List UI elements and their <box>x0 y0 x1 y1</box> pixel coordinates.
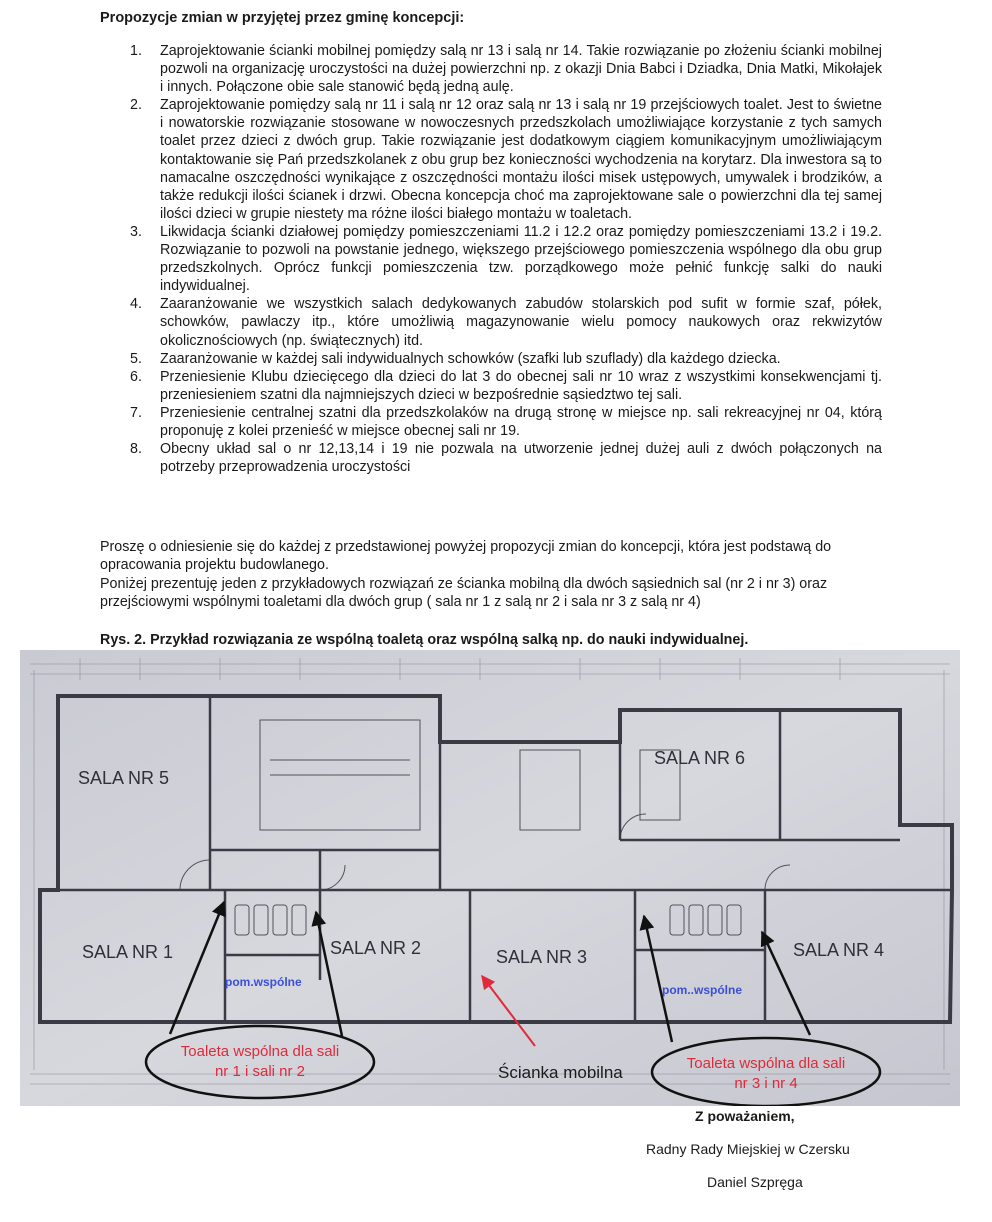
room-label-sala6: SALA NR 6 <box>654 748 746 768</box>
paper-background <box>20 650 960 1106</box>
toilet-note-left-line1: Toaleta wspólna dla sali <box>180 1043 340 1060</box>
item-number: 3. <box>130 223 142 240</box>
room-label-sala3: SALA NR 3 <box>496 947 588 967</box>
proposals-list <box>100 42 882 476</box>
item-number: 7. <box>130 404 142 421</box>
item-text: Zaaranżowanie w każdej sali indywidualnych schowków (szafki lub szuflady) dla każdego dziecka. <box>160 350 781 367</box>
item-text: Przeniesienie Klubu dziecięcego dla dzieci do lat 3 do obecnej sali nr 10 wraz z wszystkimi konsekwencjami tj. przeniesieniem szatni dla najmniejszych dzieci w bezpośrednie sąsiedztwo tej sali. <box>160 368 882 403</box>
shared-room-left-label: pom.wspólne <box>225 975 302 989</box>
room-label-sala2: SALA NR 2 <box>330 938 422 958</box>
item-number: 4. <box>130 296 142 313</box>
signature-name: Daniel Szpręga <box>707 1174 803 1190</box>
example-paragraph: Poniżej prezentuję jeden z przykładowych rozwiązań ze ścianka mobilną dla dwóch sąsiednich sal (nr 2 i nr 3) oraz przejściowymi wspólnymi toaletami dla dwóch grup ( sala nr 1 z salą nr 2 i sala nr 3 z salą nr 4) <box>100 576 828 610</box>
list-item <box>100 223 882 295</box>
item-text: Zaprojektowanie ścianki mobilnej pomiędzy salą nr 13 i salą nr 14. Takie rozwiązanie po złożeniu ścianki mobilnej pozwoli na organizację uroczystości na dużej powierzchni np. z okazji Dnia Babci i Dziadka, Dnia Matki, Mikołajek i innych. Połączone obie sale stanowić będą jedną aulę. <box>160 43 882 96</box>
list-item <box>100 368 882 404</box>
item-number: 2. <box>130 97 142 114</box>
mobile-wall-label: Ścianka mobilna <box>498 1063 623 1082</box>
signature-closing: Z poważaniem, <box>695 1108 795 1124</box>
floor-plan-photo <box>20 650 960 1106</box>
item-number: 8. <box>130 441 142 458</box>
item-number: 1. <box>130 43 142 59</box>
item-text: Zaprojektowanie pomiędzy salą nr 11 i salą nr 12 oraz salą nr 13 i salą nr 19 przejściowych toalet. Jest to świetne i nowatorskie rozwiązanie stosowane w nowoczesnych przedszkolach umożliwiające korzystanie z tych samych toalet przez dzieci z dwóch grup. Takie rozwiązanie jest dodatkowym ciągiem komunikacyjnym umożliwiającym kontaktowanie się Pań przedszkolanek z obu grup bez konieczności wychodzenia na korytarz. Dla inwestora są to namacalne oszczędności wynikające z oszczędności montażu ilości misek ustępowych, umywalek i brodzików, a także redukcji ilości ścianek i drzwi. Obecna koncepcja choć ma zaprojektowane sale o powierzchni dla tej samej ilości dzieci w grupie niestety ma różne ilości białego montażu w toaletach. <box>160 97 882 222</box>
room-label-sala1: SALA NR 1 <box>82 942 174 962</box>
item-text: Zaaranżowanie we wszystkich salach dedykowanych zabudów stolarskich pod sufit w formie szaf, półek, schowków, pawlaczy itp., które umożliwią magazynowanie wielu pomocy naukowych oraz rekwizytów okolicznościowych (np. świątecznych) itd. <box>160 296 882 349</box>
request-paragraph: Proszę o odniesienie się do każdej z przedstawionej powyżej propozycji zmian do koncepcji, która jest podstawą do opracowania projektu budowlanego. <box>100 539 832 573</box>
room-label-sala5: SALA NR 5 <box>78 768 170 788</box>
item-text: Obecny układ sal o nr 12,13,14 i 19 nie pozwala na utworzenie jednej dużej auli z dwóch połączonych na potrzeby przeprowadzenia uroczystości <box>160 441 882 476</box>
list-item <box>100 440 882 476</box>
signature-role: Radny Rady Miejskiej w Czersku <box>646 1141 850 1157</box>
item-text: Likwidacja ścianki działowej pomiędzy pomieszczeniami 11.2 i 12.2 oraz pomiędzy pomieszczeniami 13.2 i 19.2. Rozwiązanie to pozwoli na powstanie jednego, większego przejściowego pomieszczenia wspólnego dla obu grup przedszkolnych. Oprócz funkcji pomieszczenia tzw. porządkowego może pełnić funkcję salki do nauki indywidualnej. <box>160 223 882 295</box>
item-number: 5. <box>130 350 142 367</box>
room-label-sala4: SALA NR 4 <box>793 940 885 960</box>
list-item <box>100 42 882 96</box>
figure-caption: Rys. 2. Przykład rozwiązania ze wspólną toaletą oraz wspólną salką np. do nauki indywidualnej. <box>100 632 749 648</box>
list-item <box>100 295 882 349</box>
shared-room-right-label: pom..wspólne <box>662 983 743 997</box>
toilet-note-right-line2: nr 3 i nr 4 <box>734 1075 798 1092</box>
list-item <box>100 96 882 223</box>
list-item <box>100 350 882 368</box>
toilet-note-right-line1: Toaleta wspólna dla sali <box>686 1055 846 1072</box>
list-item <box>100 404 882 440</box>
toilet-note-left-line2: nr 1 i sali nr 2 <box>214 1063 306 1080</box>
section-heading: Propozycje zmian w przyjętej przez gminę koncepcji: <box>100 10 465 26</box>
item-number: 6. <box>130 368 142 385</box>
item-text: Przeniesienie centralnej szatni dla przedszkolaków na drugą stronę w miejsce np. sali rekreacyjnej nr 04, którą proponuję z kolei przenieść w miejsce obecnej sali nr 19. <box>160 404 882 439</box>
